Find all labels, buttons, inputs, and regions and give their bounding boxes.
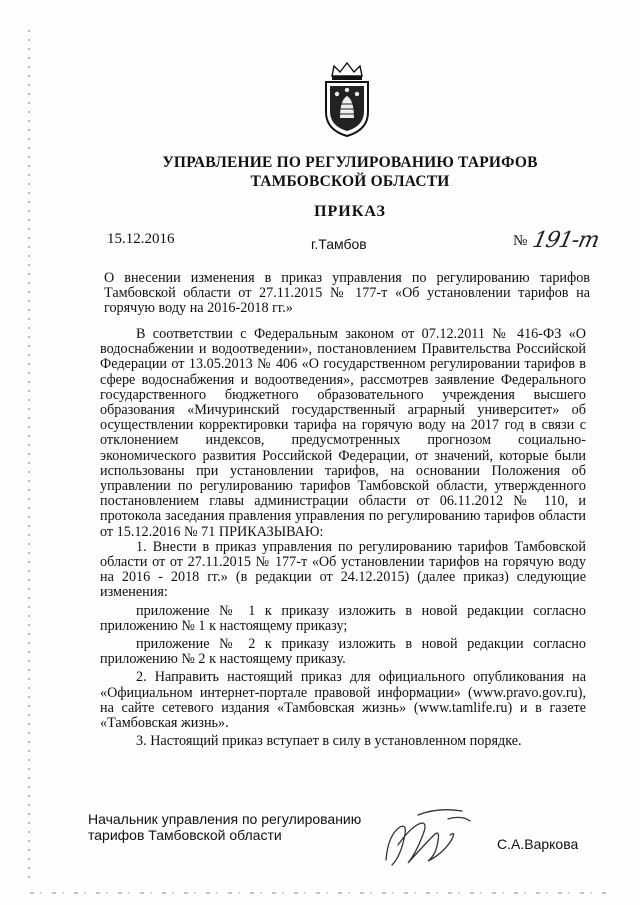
organization-line-1: УПРАВЛЕНИЕ ПО РЕГУЛИРОВАНИЮ ТАРИФОВ (162, 154, 538, 171)
item-3-paragraph: 3. Настоящий приказ вступает в силу в установленном порядке. (136, 733, 522, 750)
organization-title (100, 153, 600, 191)
document-city: г.Тамбов (311, 236, 367, 252)
preamble-paragraph: В соответствии с Федеральным законом от 07.12.2011 № 416-ФЗ «О водоснабжении и водоотведении», постановлением Правительства Российской Федерации от 13.05.2013 № 406 «О государственном регулировании тарифов в сфере водоснабжения и водоотведения», рассмотрев заявление Федерального государственного бюджетного образовательного учреждения высшего образования «Мичуринский государственный аграрный университет» об осуществлении корректировки тарифа на горячую воду на 2017 год в связи с отклонением индексов, предусмотренных прогнозом социально-экономического развития Российской Федерации, от значений, которые были использованы при установлении тарифов, на основании Положения об управлении по регулированию тарифов Тамбовской области, утвержденного постановлением главы администрации области от 06.11.2012 № 110, и протокола заседания правления управления по регулированию тарифов области от 15.12.2016 № 71 ПРИКАЗЫВАЮ: (100, 326, 586, 540)
handwritten-signature-icon (378, 805, 478, 875)
tambov-coat-of-arms-icon (318, 60, 376, 138)
document-type: ПРИКАЗ (314, 203, 386, 220)
number-sign: № (513, 233, 528, 249)
document-body (100, 327, 586, 749)
item-1-paragraph: 1. Внести в приказ управления по регулированию тарифов Тамбовской области от от 27.11.2015 № 177-т «Об установлении тарифов на горячую воду на 2016 - 2018 гг.» (в редакции от 24.12.2015) (далее приказ) следующие изменения: (100, 538, 586, 601)
scan-edge-artifacts (30, 892, 610, 894)
document-date: 15.12.2016 (107, 231, 175, 247)
position-line-1: Начальник управления по регулированию (88, 811, 362, 827)
scan-binding-marks (28, 30, 30, 880)
item-1-subitem-2: приложение № 2 к приказу изложить в новой редакции согласно приложению № 2 к настоящему приказу. (100, 636, 586, 668)
position-line-2: тарифов Тамбовской области (88, 826, 282, 843)
organization-line-2: ТАМБОВСКОЙ ОБЛАСТИ (250, 173, 450, 190)
signatory-name: С.А.Варкова (497, 836, 579, 852)
document-number: 191-т (530, 228, 601, 253)
item-2-paragraph: 2. Направить настоящий приказ для официального опубликования на «Официальном интернет-портале правовой информации» (www.pravo.gov.ru), на сайте сетевого издания «Тамбовская жизнь» (www.tamlife.ru) и в газете «Тамбовская жизнь». (100, 669, 586, 732)
document-subject: О внесении изменения в приказ управления по регулированию тарифов Тамбовской области от 27.11.2015 № 177-т «Об установлении тарифов на горячую воду на 2016-2018 гг.» (104, 270, 590, 317)
signatory-position (88, 812, 361, 843)
item-1-subitem-1: приложение № 1 к приказу изложить в новой редакции согласно приложению № 1 к настоящему приказу; (100, 602, 586, 634)
